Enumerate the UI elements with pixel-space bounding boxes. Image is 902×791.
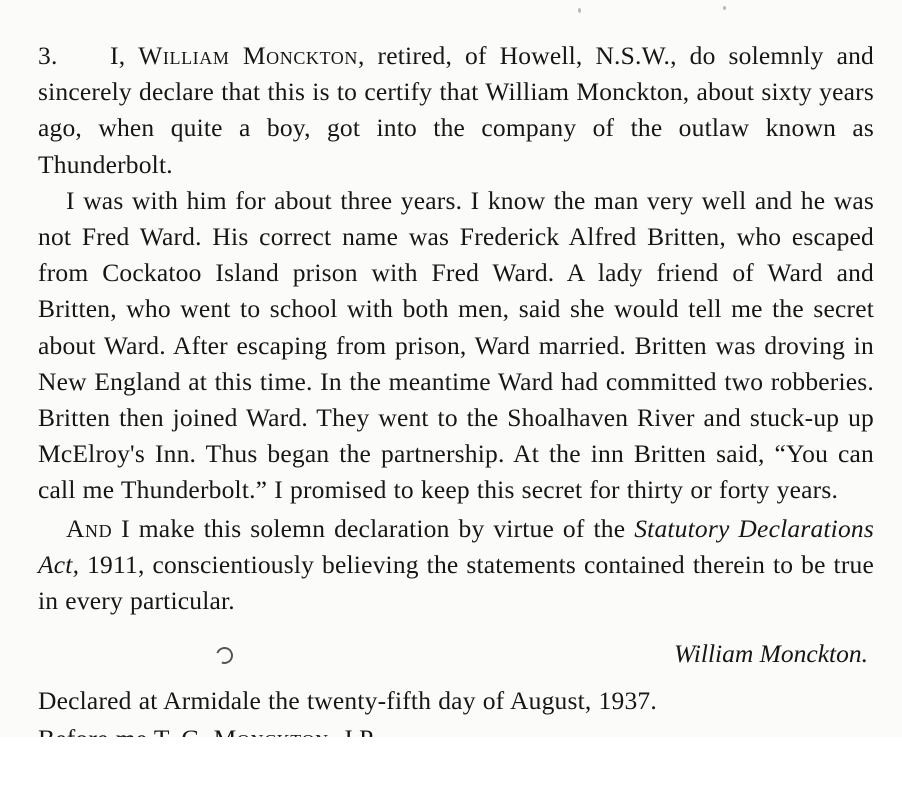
paragraph-statutory-clause [38,511,874,620]
statutory-text-part-2: 1911, conscientiously believing the statements contained therein to be true in every particular. [38,549,874,616]
declared-at-text: Declared at Armidale the twenty-fifth day of August, 1937. [38,686,657,716]
ink-mark-icon [213,644,236,667]
paragraph-declaration-opening [38,38,874,183]
statutory-lead-word: And [66,513,113,543]
declaration-opening-text: , retired, of Howell, N.S.W., do solemnly and sincerely declare that this is to certify that William Monckton, about sixty years ago, when quite a boy, got into the company of the outlaw known as Thunderbolt. [38,41,874,179]
item-number: 3. [38,41,58,70]
document-body [38,38,874,758]
page-bottom-margin [0,737,902,791]
declaration-lead-in: I, [110,41,139,70]
statutory-act-title: Statutory Declarations Act, [38,513,874,579]
signature-row [38,635,874,681]
scan-speck-icon [723,6,726,10]
statutory-text-part-1: I make this solemn declaration by virtue of the [112,513,635,543]
declarant-name: William Monckton [138,41,358,70]
paragraph-narrative-body [38,183,874,509]
signature-name: William Monckton. [673,639,868,669]
narrative-text: I was with him for about three years. I know the man very well and he was not Fred Ward. His correct name was Frederick Alfred Britten, who escaped from Cockatoo Island prison with Fred Ward. A lady friend of Ward and Britten, who went to school with both men, said she would tell me the secret about Ward. After escaping from prison, Ward married. Britten was droving in New England at this time. In the meantime Ward had committed two robberies. Britten then joined Ward. They went to the Shoalhaven River and stuck-up up McElroy's Inn. Thus began the partnership. At the inn Britten said, “You can call me Thunderbolt.” I promised to keep this secret for thirty or forty years. [38,185,874,505]
closing-declared-line [38,683,874,719]
scan-speck-icon [578,8,581,13]
